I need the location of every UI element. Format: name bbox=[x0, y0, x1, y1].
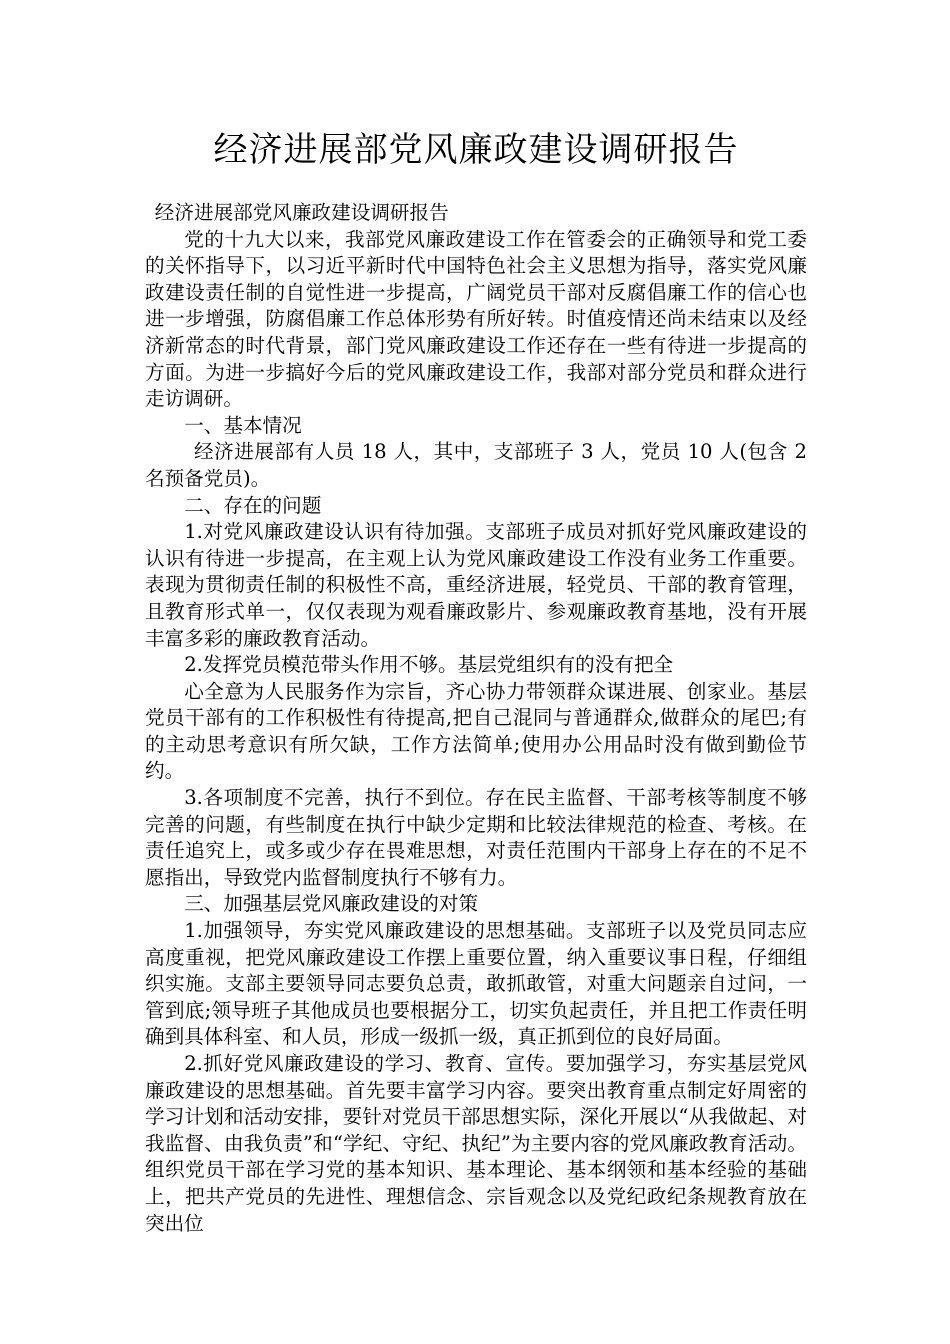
countermeasure-paragraph-1: 1.加强领导，夯实党风廉政建设的思想基础。支部班子以及党员同志应高度重视，把党风廉政建设工作摆上重要位置，纳入重要议事日程，仔细组织实施。支部主要领导同志要负总责，敢抓敢管，对重大问题亲自过问，一管到底;领导班子其他成员也要根据分工，切实负起责任，并且把工作责任明确到具体科室、和人员，形成一级抓一级，真正抓到位的良好局面。 bbox=[145, 919, 807, 1049]
basic-situation-paragraph: 经济进展部有人员 18 人，其中，支部班子 3 人，党员 10 人(包含 2 名预备党员)。 bbox=[145, 440, 807, 490]
document-page bbox=[145, 128, 807, 1237]
section-heading-basic-situation: 一、基本情况 bbox=[184, 413, 302, 437]
problem-paragraph-2-body: 心全意为人民服务作为宗旨，齐心协力带领群众谋进展、创家业。基层党员干部有的工作积极性有待提高,把自己混同与普通群众,做群众的尾巴;有的主动思考意识有所欠缺，工作方法简单;使用办公用品时没有做到勤俭节约。 bbox=[145, 679, 807, 783]
section-heading-countermeasures: 三、加强基层党风廉政建设的对策 bbox=[184, 892, 479, 916]
problem-paragraph-1: 1.对党风廉政建设认识有待加强。支部班子成员对抓好党风廉政建设的认识有待进一步提高，在主观上认为党风廉政建设工作没有业务工作重要。表现为贯彻责任制的积极性不高，重经济进展，轻党员、干部的教育管理，且教育形式单一，仅仅表现为观看廉政影片、参观廉政教育基地，没有开展丰富多彩的廉政教育活动。 bbox=[145, 520, 807, 650]
countermeasure-paragraph-2: 2.抓好党风廉政建设的学习、教育、宣传。要加强学习，夯实基层党风廉政建设的思想基础。首先要丰富学习内容。要突出教育重点制定好周密的学习计划和活动安排，要针对党员干部思想实际，深化开展以“从我做起、对我监督、由我负责”和“学纪、守纪、执纪”为主要内容的党风廉政教育活动。组织党员干部在学习党的基本知识、基本理论、基本纲领和基本经验的基础上，把共产党员的先进性、理想信念、宗旨观念以及党纪政纪条规教育放在突出位 bbox=[145, 1052, 807, 1235]
problem-paragraph-3: 3.各项制度不完善，执行不到位。存在民主监督、干部考核等制度不够完善的问题，有些制度在执行中缺少定期和比较法律规范的检查、考核。在责任追究上，或多或少存在畏难思想，对责任范围内干部身上存在的不足不愿指出，导致党内监督制度执行不够有力。 bbox=[145, 786, 807, 889]
problem-paragraph-2-heading: 2.发挥党员模范带头作用不够。基层党组织有的没有把全 bbox=[184, 653, 674, 677]
document-title: 经济进展部党风廉政建设调研报告 bbox=[213, 130, 739, 170]
section-heading-problems: 二、存在的问题 bbox=[184, 493, 322, 517]
intro-paragraph: 党的十九大以来，我部党风廉政建设工作在管委会的正确领导和党工委的关怀指导下，以习近平新时代中国特色社会主义思想为指导，落实党风廉政建设责任制的自觉性进一步提高，广阔党员干部对反腐倡廉工作的信心也进一步增强，防腐倡廉工作总体形势有所好转。时值疫情还尚未结束以及经济新常态的时代背景，部门党风廉政建设工作还存在一些有待进一步提高的方面。为进一步搞好今后的党风廉政建设工作，我部对部分党员和群众进行走访调研。 bbox=[145, 227, 807, 411]
document-body bbox=[145, 200, 807, 1237]
report-subtitle: 经济进展部党风廉政建设调研报告 bbox=[154, 201, 449, 224]
